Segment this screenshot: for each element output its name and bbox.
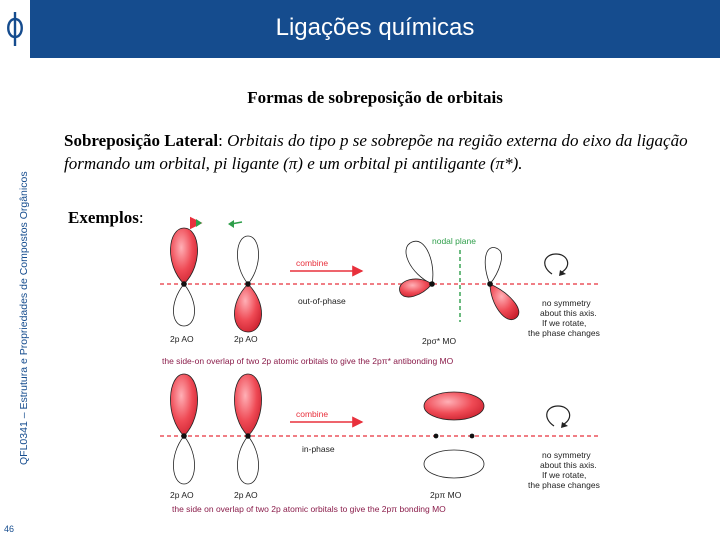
note-top-1: no symmetry <box>542 298 591 308</box>
ao-left-top <box>170 228 197 326</box>
slide-number: 46 <box>4 524 15 534</box>
ao-left-bottom <box>170 374 197 484</box>
rotation-arrow-top <box>545 254 568 274</box>
examples-label: Exemplos <box>68 208 139 227</box>
term-description: Orbitais do tipo p se sobrepõe na região externa do eixo da ligação formando um orbital, pi ligante (π) e um orbital pi antiligante (π*). <box>64 131 688 173</box>
ao-label-right-bottom: 2p AO <box>234 490 258 500</box>
phase-label-top: out-of-phase <box>298 296 346 306</box>
note-top-4: the phase changes <box>528 328 600 338</box>
note-bottom-1: no symmetry <box>542 450 591 460</box>
note-bottom-3: If we rotate, <box>542 470 587 480</box>
university-logo-icon <box>3 10 27 48</box>
examples-heading <box>68 208 144 228</box>
course-title: QFL0341 – Estrutura e Propriedades de Compostos Orgânicos <box>18 171 30 465</box>
section-subtitle: Formas de sobreposição de orbitais <box>247 88 503 107</box>
phase-arrow-left-head <box>196 219 202 227</box>
sidebar <box>0 0 30 540</box>
examples-colon: : <box>138 208 144 227</box>
caption-bottom: the side on overlap of two 2p atomic orbitals to give the 2pπ bonding MO <box>172 504 446 514</box>
ao-label-left-bottom: 2p AO <box>170 490 194 500</box>
description-paragraph <box>64 130 710 175</box>
mo-label-bottom: 2pπ MO <box>430 490 462 500</box>
rotation-arrow-bottom-head <box>561 422 568 428</box>
combine-label-top: combine <box>296 258 329 268</box>
caption-top: the side-on overlap of two 2p atomic orbitals to give the 2pπ* antibonding MO <box>162 356 454 366</box>
combine-label-bottom: combine <box>296 409 329 419</box>
ao-label-right-top: 2p AO <box>234 334 258 344</box>
mo-antibonding <box>400 241 519 320</box>
note-bottom-4: the phase changes <box>528 480 600 490</box>
mo-bonding <box>424 392 484 478</box>
phase-label-bottom: in-phase <box>302 444 335 454</box>
ao-right-bottom <box>234 374 261 484</box>
ao-label-left-top: 2p AO <box>170 334 194 344</box>
term-colon: : <box>218 131 228 150</box>
page-title: Ligações químicas <box>275 14 475 41</box>
note-bottom-2: about this axis. <box>540 460 597 470</box>
rotation-arrow-top-head <box>559 270 566 276</box>
phase-arrow-right-head <box>228 220 234 228</box>
nodal-plane-label: nodal plane <box>432 236 476 246</box>
orbital-overlap-diagram <box>160 214 620 520</box>
note-top-2: about this axis. <box>540 308 597 318</box>
note-top-3: If we rotate, <box>542 318 587 328</box>
mo-label-top: 2pσ* MO <box>422 336 457 346</box>
rotation-arrow-bottom <box>547 406 570 426</box>
term-label: Sobreposição Lateral <box>64 131 219 150</box>
